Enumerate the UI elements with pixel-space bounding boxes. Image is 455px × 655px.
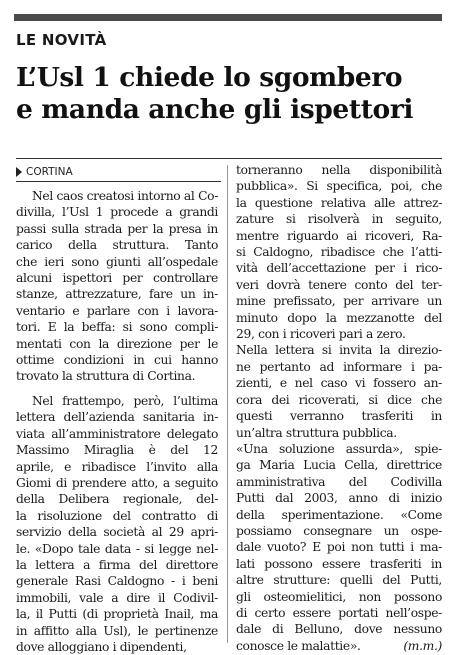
text-line: dove alloggiano i dipendenti, [16, 639, 187, 654]
text-line: servizio della società al 29 apri- [16, 525, 218, 540]
text-line: mentati con la direzione per le [16, 336, 218, 351]
text-line: generale Rasi Caldogno - i beni [16, 574, 218, 589]
text-line: ne pertanto ad informare i pa- [236, 359, 442, 374]
location-rule [16, 181, 221, 182]
text-line: pubblica». Si specifica, poi, che [236, 179, 442, 194]
text-line-end: conosce le malattie». [236, 638, 361, 653]
text-line: dale vuoto? E poi non tutti i ma- [236, 540, 442, 555]
article-column-right [236, 162, 442, 654]
text-line: zienti, e nel caso vi fossero an- [236, 376, 442, 391]
text-line: Nella lettera si invita la direzio- [236, 343, 442, 358]
location-label: CORTINA [26, 166, 73, 178]
text-line: viata all’amministratore delegato [16, 426, 218, 441]
text-line: questi verranno trasferiti in [236, 409, 442, 424]
column-divider [227, 165, 228, 643]
text-line: altre strutture: quelli del Putti, [236, 573, 442, 588]
text-line: veri dovrà tenere conto del ter- [236, 277, 442, 292]
text-line: che ieri sono giunti all’ospedale [16, 254, 218, 269]
author-signature: (m.m.) [403, 638, 442, 653]
text-line: divilla, l’Usl 1 procede a grandi [16, 205, 218, 220]
text-line: amministrativa del Codivilla [236, 474, 442, 489]
text-line: vità dell’accettazione per i rico- [236, 261, 442, 276]
text-line: della sperimentazione. «Come [236, 507, 442, 522]
headline-rule [16, 158, 442, 159]
text-line: lettera dell’azienda sanitaria in- [16, 410, 218, 425]
section-label: LE NOVITÀ [16, 31, 107, 49]
text-line: minuto dopo la mezzanotte del [236, 310, 442, 325]
headline-line-1: L’Usl 1 chiede lo sgombero [16, 62, 403, 93]
text-line: possiamo consegnare un ospe- [236, 523, 442, 538]
text-line: le. «Dopo tale data - si legge nel- [16, 541, 218, 556]
location-marker-icon [16, 167, 22, 177]
text-line: 29, con i ricoveri pari a zero. [236, 327, 406, 342]
article-headline [16, 62, 444, 126]
text-line: mine prefissato, per arrivare un [236, 294, 442, 309]
headline-line-2: e manda anche gli ispettori [16, 94, 414, 125]
text-line: torneranno nella disponibilità [236, 163, 442, 177]
text-line: Nel caos creatosi intorno al Co- [32, 189, 218, 203]
text-line: Putti dal 2003, anno di inizio [236, 491, 442, 506]
text-line: la questione relativa alle attrez- [236, 195, 442, 210]
text-line: un’altra struttura pubblica. [236, 425, 397, 440]
text-line: zature si risolverà in seguito, [236, 212, 442, 227]
text-line: aprile, e ribadisce l’invito alla [16, 459, 218, 474]
text-line: in affitto alla Usl), le pertinenze [16, 623, 218, 638]
header-bar [14, 14, 442, 21]
text-line: stanze, attrezzature, fare un in- [16, 287, 218, 302]
text-line: carico della struttura. Tanto [16, 238, 218, 253]
text-line: la lettera a firma del direttore [16, 557, 218, 572]
text-line: la risoluzione del contratto di [16, 508, 218, 523]
text-line: cora dei ricoverati, si dice che [236, 392, 442, 407]
text-line: ventario e parlare con i lavora- [16, 303, 218, 318]
text-line: la, il Putti (di proprietà Inail, ma [16, 607, 218, 622]
text-line: dale di Belluno, dove nessuno [236, 622, 442, 637]
text-line: si Caldogno, ribadisce che l’atti- [236, 245, 442, 260]
article-column-left [16, 188, 218, 655]
text-line: lati possono essere trasferiti in [236, 556, 442, 571]
location-tag [16, 166, 73, 178]
text-line: Massimo Miraglia è del 12 [16, 443, 218, 458]
text-line: Nel frattempo, però, l’ultima [32, 393, 218, 408]
text-line: tori. E la beffa: si sono compli- [16, 320, 218, 335]
text-line: immobili, vale a dire il Codivil- [16, 590, 218, 605]
text-line [236, 638, 442, 654]
text-line: ga Maria Lucia Cella, direttrice [236, 458, 442, 473]
text-line: mentre riguardo ai ricoveri, Ra- [236, 228, 442, 243]
text-line: ottime condizioni in cui hanno [16, 353, 218, 368]
text-line: gli osteomielitici, non possono [236, 589, 442, 604]
text-line: trovato la struttura di Cortina. [16, 369, 196, 384]
text-line: alcuni ispettori per controllare [16, 271, 218, 286]
text-line: «Una soluzione assurda», spie- [236, 441, 442, 456]
text-line: della Delibera regionale, del- [16, 492, 218, 507]
text-line: passi sulla strada per la presa in [16, 221, 218, 236]
text-line: di certo essere portati nell’ospe- [236, 605, 442, 620]
text-line: Giomi di prendere atto, a seguito [16, 475, 218, 490]
